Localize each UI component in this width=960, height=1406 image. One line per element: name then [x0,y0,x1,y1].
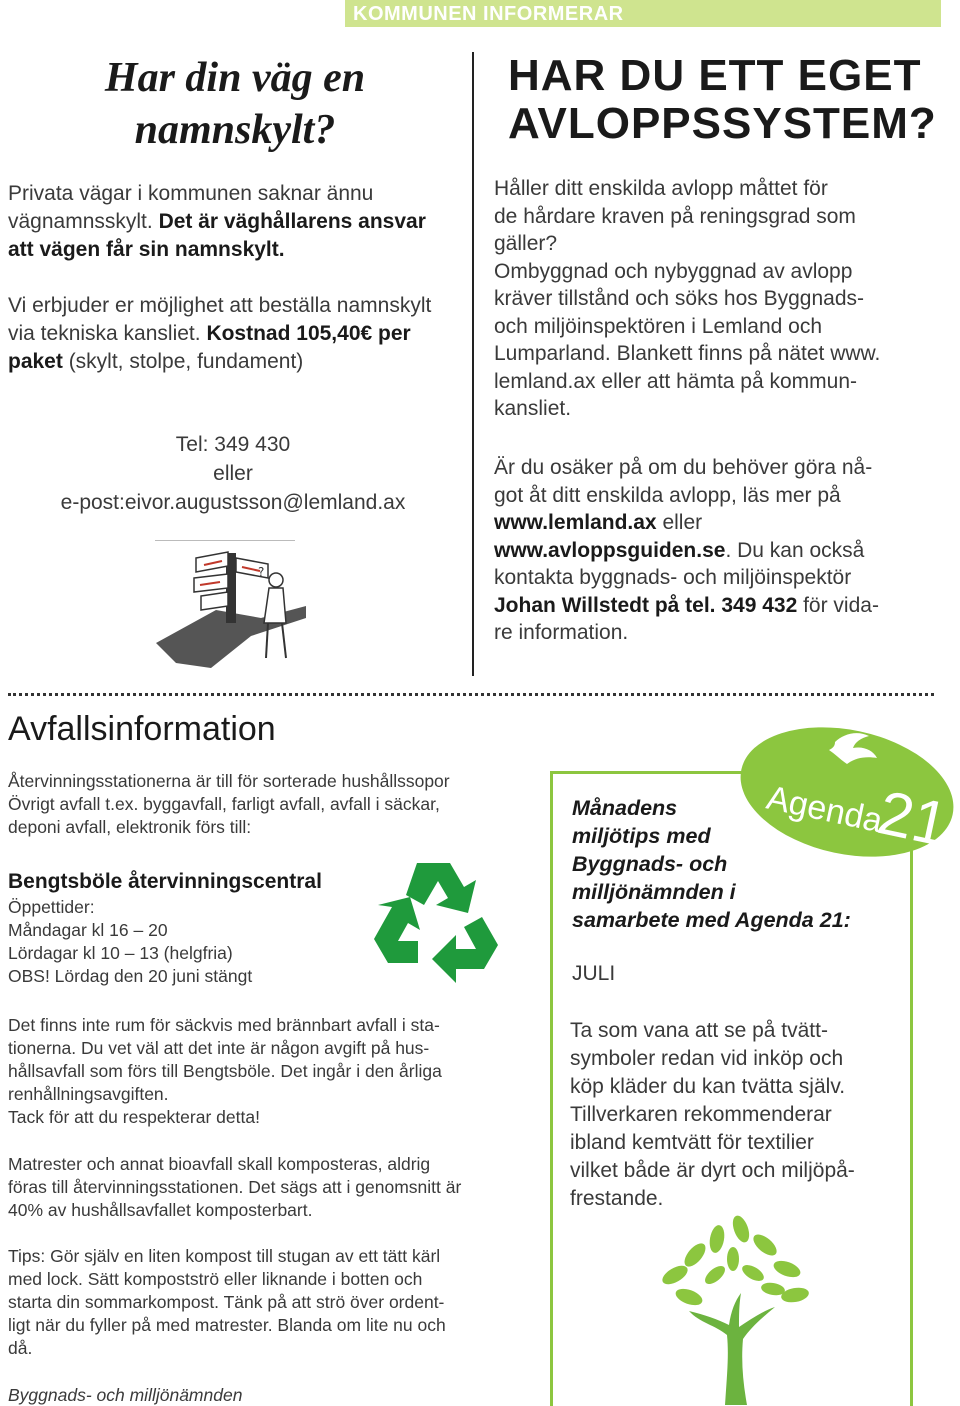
road-p1-bold: Det är väghållarens ansvar att vägen får sin namnskylt. [8,210,426,261]
waste-p3-line: Tips: Gör själv en liten kompost till stugan av ett tätt kärl [8,1246,441,1266]
waste-p3-line: starta din sommarkompost. Tänk på att strö över ordent- [8,1292,445,1312]
waste-p2-line: 40% av hushållsavfallet komposterbart. [8,1200,313,1220]
contact-email[interactable]: e-post:eivor.augustsson@lemland.ax [60,491,406,514]
waste-p3-line: ligt när du fyller på med matrester. Blanda om lite nu och [8,1315,446,1335]
sewer-p1-line: gäller? [494,232,558,255]
tips-heading-line: miljötips med [572,824,711,848]
waste-p2-line: Matrester och annat bioavfall skall komposteras, aldrig [8,1154,431,1174]
sewer-p1-line: Håller ditt enskilda avlopp måttet för [494,177,828,200]
tips-month: JULI [572,962,616,985]
divider [155,540,295,541]
tree-icon [655,1215,815,1405]
tips-body-line: Ta som vana att se på tvätt- [570,1019,828,1042]
hours-line: Öppettider: [8,897,95,917]
road-paragraph-1 [8,180,448,264]
road-title-line-1: Har din väg en [104,55,366,101]
tips-heading-line: Månadens [572,796,678,820]
sewer-p2-line: Är du osäker på om du behöver göra nå- [494,456,873,479]
sewer-p2-line: got åt ditt enskilda avlopp, läs mer på [494,483,841,507]
waste-intro-line: deponi avfall, elektronik förs till: [8,817,252,837]
waste-p1-line: renhållningsavgiften. [8,1084,169,1104]
tips-heading [572,794,892,934]
tips-body-line: vilket både är dyrt och miljöpå- [570,1159,855,1182]
inspector-contact: Johan Willstedt på tel. 349 432 [494,593,798,617]
sewer-p1-line: Ombyggnad och nybyggnad av avlopp [494,259,853,283]
sewer-p1-line: kansliet. [494,397,572,420]
sewer-p1-line: lemland.ax eller att hämta på kommun- [494,369,857,393]
road-p1-text: Privata vägar i kommunen saknar ännu vägnamnsskylt. [8,182,374,233]
dotted-divider [8,693,934,696]
sewer-p2-text: . Du kan också [725,538,865,562]
contact-or: eller [213,462,253,485]
waste-p1-line: tionerna. Du vet väl att det inte är någon avgift på hus- [8,1038,430,1058]
hours-line: OBS! Lördag den 20 juni stängt [8,966,253,986]
tips-body-line: köp kläder du kan tvätta själv. [570,1075,846,1098]
waste-p1-line: Det finns inte rum för säckvis med brännbart avfall i sta- [8,1015,440,1035]
sewer-p1-line: Lumparland. Blankett finns på nätet www. [494,342,881,365]
header-banner [345,0,941,27]
road-contact [8,430,458,517]
column-divider [472,52,474,676]
sewer-p2-text: för vida- [797,593,879,617]
sewer-article-title [508,52,948,148]
waste-p2-line: föras till återvinningsstationen. Det sägs att i genomsnitt är [8,1177,462,1197]
sewer-title-line-1: HAR DU ETT EGET [508,51,922,100]
sewer-p2-line [494,537,934,565]
tips-body [570,1017,900,1213]
road-title-line-2: namnskylt? [134,107,336,153]
sewer-p1-line: kräver tillstånd och söks hos Byggnads- [494,287,865,310]
tips-body-line: Tillverkaren rekommenderar [570,1103,832,1126]
sewer-title-line-2: AVLOPPSSYSTEM? [508,99,937,148]
sewer-p1-line: och miljöinspektören i Lemland och [494,314,823,338]
sewer-paragraph-1 [494,175,934,423]
tips-heading-line: Byggnads- och [572,852,728,876]
waste-section-title: Avfallsinformation [8,710,276,748]
waste-intro-line: Övrigt avfall t.ex. byggavfall, farligt avfall, avfall i säckar, [8,794,440,814]
tips-heading-line: milljönämnden i [572,880,736,904]
recycling-centre-name: Bengtsböle återvinningscentral [8,870,322,893]
waste-intro [8,770,528,839]
waste-paragraph-3 [8,1245,518,1360]
tips-heading-line: samarbete med Agenda 21: [572,908,851,932]
banner-label: KOMMUNEN INFORMERAR [353,3,624,25]
opening-hours [8,896,308,988]
badge-word: Agenda [763,778,886,841]
road-p2-text-2: (skylt, stolpe, fundament) [62,350,304,373]
waste-p3-line: då. [8,1338,33,1358]
hours-line: Måndagar kl 16 – 20 [8,920,168,940]
road-paragraph-2 [8,292,453,376]
waste-intro-line: Återvinningsstationerna är till för sorterade hushållssopor [8,771,450,791]
link-lemland[interactable]: www.lemland.ax [494,511,657,534]
sewer-p2-line: kontakta byggnads- och miljöinspektör [494,566,852,589]
hours-line: Lördagar kl 10 – 13 (helgfria) [8,943,233,963]
link-avloppsguiden[interactable]: www.avloppsguiden.se [494,538,726,562]
waste-paragraph-1 [8,1014,518,1129]
contact-phone: Tel: 349 430 [175,433,291,456]
svg-text:?: ? [258,565,265,579]
badge-number: 21 [872,778,954,860]
tips-body-line: ibland kemtvätt för textilier [570,1131,814,1154]
signpost-illustration [156,548,306,668]
tips-body-line: symboler redan vid inköp och [570,1047,844,1070]
sewer-p2-line [494,592,934,620]
road-article-title [10,52,460,156]
waste-p3-line: med lock. Sätt kompostströ eller liknande i botten och [8,1269,423,1289]
sewer-p2-line [494,509,934,537]
road-p2-text: Vi erbjuder er möjlighet att beställa namnskylt via tekniska kansliet. [8,294,432,345]
signature: Byggnads- och milljönämnden [8,1385,243,1405]
sewer-paragraph-2 [494,454,934,647]
waste-paragraph-2 [8,1153,518,1222]
waste-p1-line: hållsavfall som förs till Bengtsböle. Det ingår i den årliga [8,1061,442,1081]
sewer-p1-line: de hårdare kraven på reningsgrad som [494,204,856,228]
waste-p1-line: Tack för att du respekterar detta! [8,1107,260,1127]
sewer-p2-or: eller [656,511,703,534]
sewer-p2-line: re information. [494,621,629,644]
tips-body-line: frestande. [570,1187,664,1210]
recycle-icon [372,855,502,983]
road-p2-cost: Kostnad 105,40€ per paket [8,322,411,373]
